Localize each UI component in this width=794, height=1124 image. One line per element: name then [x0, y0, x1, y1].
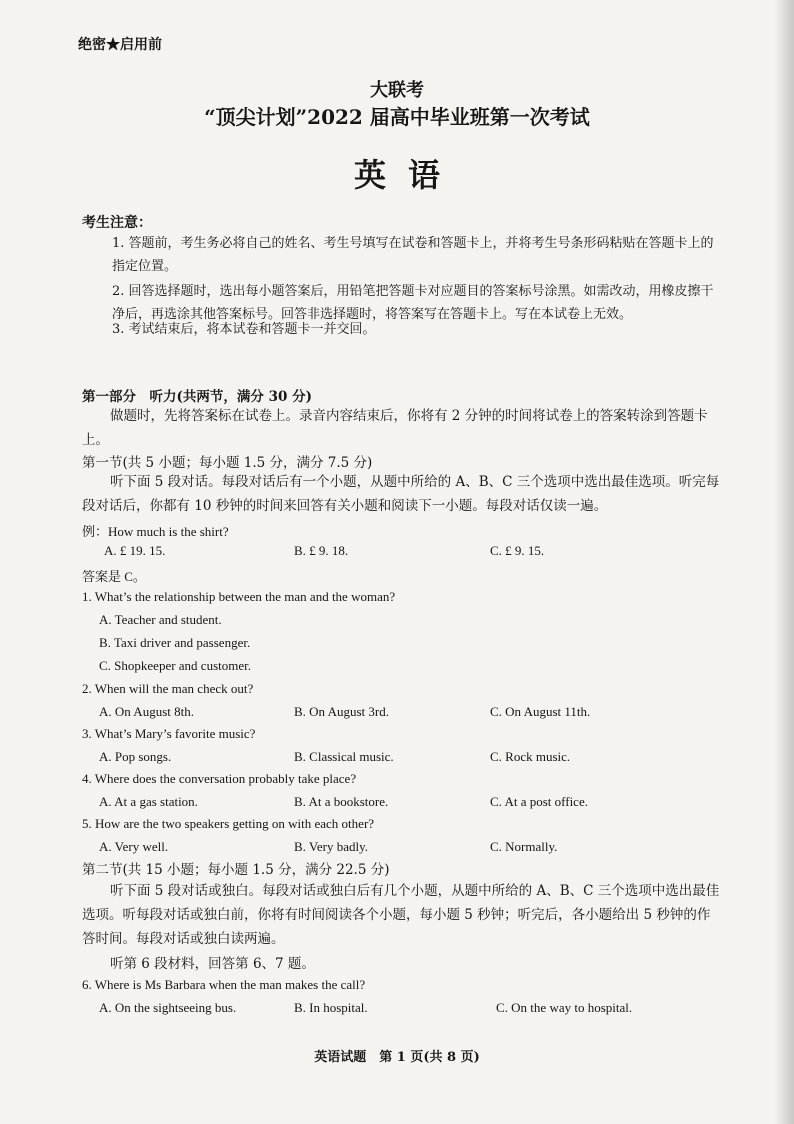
example-question: 例：How much is the shirt? — [82, 524, 229, 539]
q6-option-b: B. In hospital. — [294, 1000, 368, 1015]
note-item: 3. 考试结束后，将本试卷和答题卡一并交回。 — [112, 322, 376, 337]
question-2: 2. When will the man check out? — [82, 681, 254, 696]
q6-option-a: A. On the sightseeing bus. — [99, 1000, 237, 1015]
q3-option-c: C. Rock music. — [490, 749, 571, 764]
notes-title: 考生注意： — [82, 215, 152, 231]
question-5: 5. How are the two speakers getting on with each other? — [82, 816, 375, 831]
example-option-c: C. £ 9. 15. — [490, 543, 545, 558]
q2-option-c: C. On August 11th. — [490, 704, 591, 719]
section2-intro: 听下面 5 段对话或独白。每段对话或独白后有几个小题，从题中所给的 A、B、C 三个选项中选出最佳选项。听每段对话或独白前，你将有时间阅读各个小题，每小题 5 秒钟；听完后，各小题给出 5 秒钟的作答时间。每段对话或独白读两遍。 — [82, 883, 720, 947]
section1-title: 第一节(共 5 小题；每小题 1.5 分，满分 7.5 分) — [82, 455, 373, 471]
section2-title: 第二节(共 15 小题；每小题 1.5 分，满分 22.5 分) — [82, 862, 390, 878]
confidential-mark: 绝密★启用前 — [78, 37, 162, 53]
material-6-instruction: 听第 6 段材料，回答第 6、7 题。 — [110, 956, 315, 972]
q1-option-c: C. Shopkeeper and customer. — [99, 658, 251, 673]
q4-option-c: C. At a post office. — [490, 794, 588, 809]
q1-option-b: B. Taxi driver and passenger. — [99, 635, 251, 650]
note-item: 2. 回答选择题时，选出每小题答案后，用铅笔把答题卡对应题目的答案标号涂黑。如需改动，用橡皮擦干净后，再选涂其他答案标号。回答非选择题时，将答案写在答题卡上。写在本试卷上无效。 — [112, 284, 714, 322]
part1-title: 第一部分 听力(共两节，满分 30 分) — [82, 389, 312, 405]
part1-intro: 做题时，先将答案标在试卷上。录音内容结束后，你将有 2 分钟的时间将试卷上的答案转涂到答题卡上。 — [82, 408, 708, 448]
q5-option-a: A. Very well. — [99, 839, 169, 854]
question-1: 1. What’s the relationship between the man and the woman? — [82, 589, 396, 604]
q4-option-b: B. At a bookstore. — [294, 794, 389, 809]
exam-title: “顶尖计划”2022 届高中毕业班第一次考试 — [204, 105, 590, 129]
q4-option-a: A. At a gas station. — [99, 794, 198, 809]
question-4: 4. Where does the conversation probably take place? — [82, 771, 357, 786]
organizer-title: 大联考 — [370, 80, 424, 101]
page-footer: 英语试题 第 1 页(共 8 页) — [314, 1050, 480, 1065]
q2-option-b: B. On August 3rd. — [294, 704, 389, 719]
example-option-b: B. £ 9. 18. — [294, 543, 349, 558]
q3-option-b: B. Classical music. — [294, 749, 394, 764]
q3-option-a: A. Pop songs. — [99, 749, 172, 764]
q6-option-c: C. On the way to hospital. — [496, 1000, 633, 1015]
q1-option-a: A. Teacher and student. — [99, 612, 222, 627]
q5-option-b: B. Very badly. — [294, 839, 369, 854]
subject-title: 英语 — [353, 156, 462, 194]
question-3: 3. What’s Mary’s favorite music? — [82, 726, 256, 741]
question-6: 6. Where is Ms Barbara when the man makes the call? — [82, 977, 366, 992]
example-option-a: A. £ 19. 15. — [104, 543, 166, 558]
note-item: 1. 答题前，考生务必将自己的姓名、考生号填写在试卷和答题卡上，并将考生号条形码粘贴在答题卡上的指定位置。 — [112, 236, 714, 274]
section1-intro: 听下面 5 段对话。每段对话后有一个小题，从题中所给的 A、B、C 三个选项中选出最佳选项。听完每段对话后，你都有 10 秒钟的时间来回答有关小题和阅读下一小题。每段对话仅读一遍。 — [82, 474, 720, 514]
q2-option-a: A. On August 8th. — [99, 704, 194, 719]
example-answer: 答案是 C。 — [82, 569, 146, 584]
q5-option-c: C. Normally. — [490, 839, 558, 854]
